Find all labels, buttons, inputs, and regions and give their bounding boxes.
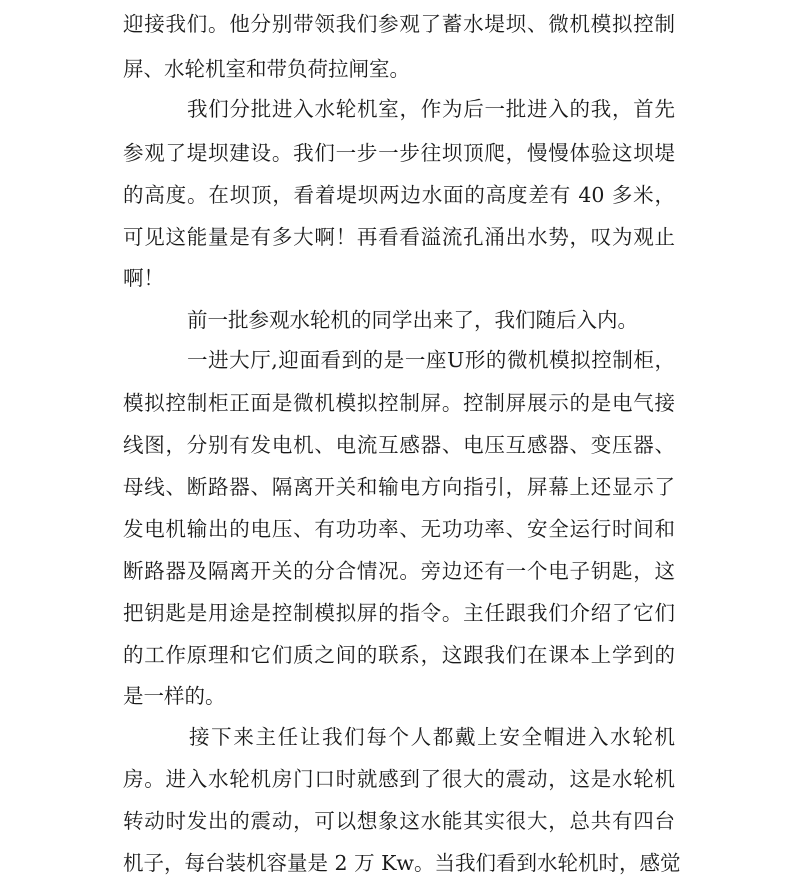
text-line: 是一样的。 bbox=[123, 684, 226, 708]
text-line: 接下来主任让我们每个人都戴上安全帽进入水轮机 bbox=[189, 725, 675, 749]
text-line: 啊！ bbox=[123, 266, 164, 290]
text-line: 参观了堤坝建设。我们一步一步往坝顶爬，慢慢体验这坝堤 bbox=[123, 141, 675, 165]
text-line: 迎接我们。他分别带领我们参观了蓄水堤坝、微机模拟控制 bbox=[123, 12, 675, 36]
text-line: 的高度。在坝顶，看着堤坝两边水面的高度差有 40 多米， bbox=[123, 183, 675, 207]
text-line: 可见这能量是有多大啊！再看看溢流孔涌出水势，叹为观止 bbox=[123, 225, 675, 249]
text-line: 模拟控制柜正面是微机模拟控制屏。控制屏展示的是电气接 bbox=[123, 391, 675, 415]
text-line: 断路器及隔离开关的分合情况。旁边还有一个电子钥匙，这 bbox=[123, 559, 675, 583]
text-line: 的工作原理和它们质之间的联系，这跟我们在课本上学到的 bbox=[123, 643, 675, 667]
text-line: 我们分批进入水轮机室，作为后一批进入的我，首先 bbox=[187, 97, 675, 121]
text-line: 发电机输出的电压、有功功率、无功功率、安全运行时间和 bbox=[123, 517, 675, 541]
text-line: 机子，每台装机容量是 2 万 Kw。当我们看到水轮机时，感觉 bbox=[123, 851, 681, 875]
text-line: 把钥匙是用途是控制模拟屏的指令。主任跟我们介绍了它们 bbox=[123, 601, 675, 625]
text-line: 母线、断路器、隔离开关和输电方向指引，屏幕上还显示了 bbox=[123, 475, 675, 499]
text-line: 屏、水轮机室和带负荷拉闸室。 bbox=[123, 57, 410, 81]
text-line: 一进大厅,迎面看到的是一座U形的微机模拟控制柜， bbox=[187, 348, 675, 372]
text-line: 房。进入水轮机房门口时就感到了很大的震动，这是水轮机 bbox=[123, 767, 675, 791]
text-line: 转动时发出的震动，可以想象这水能其实很大，总共有四台 bbox=[123, 809, 675, 833]
text-line: 前一批参观水轮机的同学出来了，我们随后入内。 bbox=[187, 308, 638, 332]
text-line: 线图，分别有发电机、电流互感器、电压互感器、变压器、 bbox=[123, 433, 675, 457]
